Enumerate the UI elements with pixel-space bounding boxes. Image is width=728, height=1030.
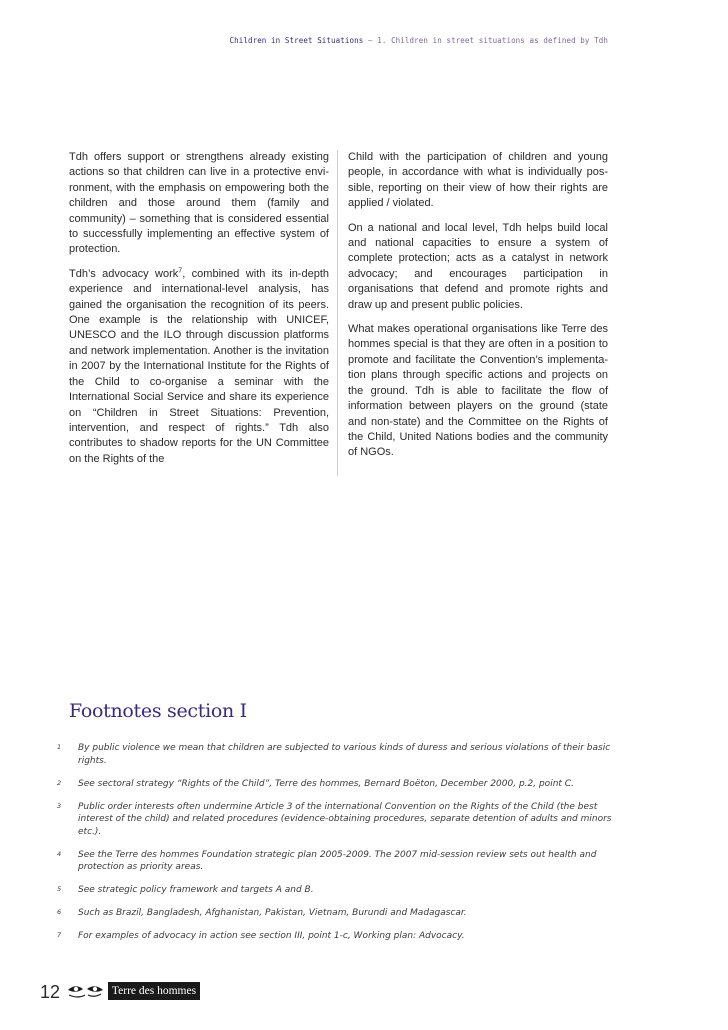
footnote-number: 4 (57, 849, 62, 858)
footnote-number: 1 (57, 743, 62, 751)
left-column (69, 150, 338, 476)
terre-des-hommes-logo (66, 978, 202, 1002)
header-chapter: 1. Children in street situations as defined by Tdh (377, 36, 608, 45)
footnote-item (57, 930, 617, 943)
eyes-icon (66, 982, 106, 1000)
left-paragraph-2-end: , combined with its in-depth experience and international-level analysis, has gained the organisation the recognition of its peers. One example is the relationship with UNICEF, UNESCO and the ILO through discussion platforms and network implementation. Another is the invitation in 2007 by the International Institute for the Rights of the Child to co-organise a seminar with the International Social Service and share its experience on “Children in Street Situations: Prevention, intervention, and respect of rights.” Tdh also contributes to shadow reports for the UN Committee on the Rights of the (69, 267, 329, 465)
footnote-item (57, 884, 617, 897)
footnote-ref-7: 7 (178, 267, 183, 275)
right-paragraph-3: What makes operational organisations like Terre des hommes special is that they are often in a position to promote and facilitate the Convention’s implementation plans through specific actions and projects on the ground. Tdh is able to facilitate the flow of information between players on the ground (state and non-state) and the Committee on the Rights of the Child, United Nations bodies and the community of NGOs. (348, 323, 608, 459)
footnote-item (57, 742, 617, 767)
logo-text: Terre des hommes (108, 982, 200, 1000)
footnote-text: See sectoral strategy “Rights of the Child”, Terre des hommes, Bernard Boëton, December 2000, p.2, point C. (78, 778, 574, 789)
right-paragraph-1: Child with the participation of children and young people, in accordance with what is individually possible, reporting on their view of how their rights are applied / violated. (348, 151, 608, 210)
right-column (348, 150, 608, 470)
footnotes-list (57, 742, 617, 953)
footnote-text: For examples of advocacy in action see section III, point 1-c, Working plan: Advocacy. (78, 931, 465, 941)
running-header (230, 36, 609, 45)
header-section: Children in Street Situations (229, 36, 364, 45)
footnote-number: 3 (57, 801, 62, 810)
footnote-text: Such as Brazil, Bangladesh, Afghanistan, Pakistan, Vietnam, Burundi and Madagascar. (78, 908, 467, 918)
header-separator: – (363, 36, 378, 45)
page-number: 12 (40, 982, 61, 1002)
footnote-text: See the Terre des hommes Foundation strategic plan 2005-2009. The 2007 mid-session review sets out health and protection as priority areas. (78, 849, 597, 872)
footnote-item (57, 801, 617, 839)
footnote-text: See strategic policy framework and targets A and B. (78, 885, 314, 895)
footnote-number: 5 (57, 885, 62, 893)
left-paragraph-2 (69, 267, 329, 467)
footnote-item (57, 907, 617, 920)
footnote-number: 6 (57, 908, 62, 916)
footnote-item (57, 849, 617, 874)
footnote-text: By public violence we mean that children are subjected to various kinds of duress and serious violations of their basic rights. (78, 743, 611, 766)
left-paragraph-2-start: Tdh’s advocacy work (69, 267, 179, 280)
footnote-text: Public order interests often undermine Article 3 of the international Convention on the Rights of the Child (the best interest of the child) and related procedures (evidence-obtaining procedures, separate detention of adults and minors etc.). (78, 801, 612, 837)
footnote-item (57, 778, 617, 791)
left-paragraph-1: Tdh offers support or strengthens already existing actions so that children can live in a protective environment, with the emphasis on empowering both the children and those around them (family and community) – something that is considered essential to successfully implementing an effective system of protection. (69, 151, 329, 256)
footnote-number: 7 (57, 931, 62, 939)
footnotes-title: Footnotes section I (69, 700, 247, 722)
right-paragraph-2: On a national and local level, Tdh helps build local and national capacities to ensure a system of complete protection; acts as a catalyst in network advocacy; and encourages participation in organisations that defend and promote rights and draw up and present public policies. (348, 221, 608, 311)
footnote-number: 2 (57, 778, 62, 787)
